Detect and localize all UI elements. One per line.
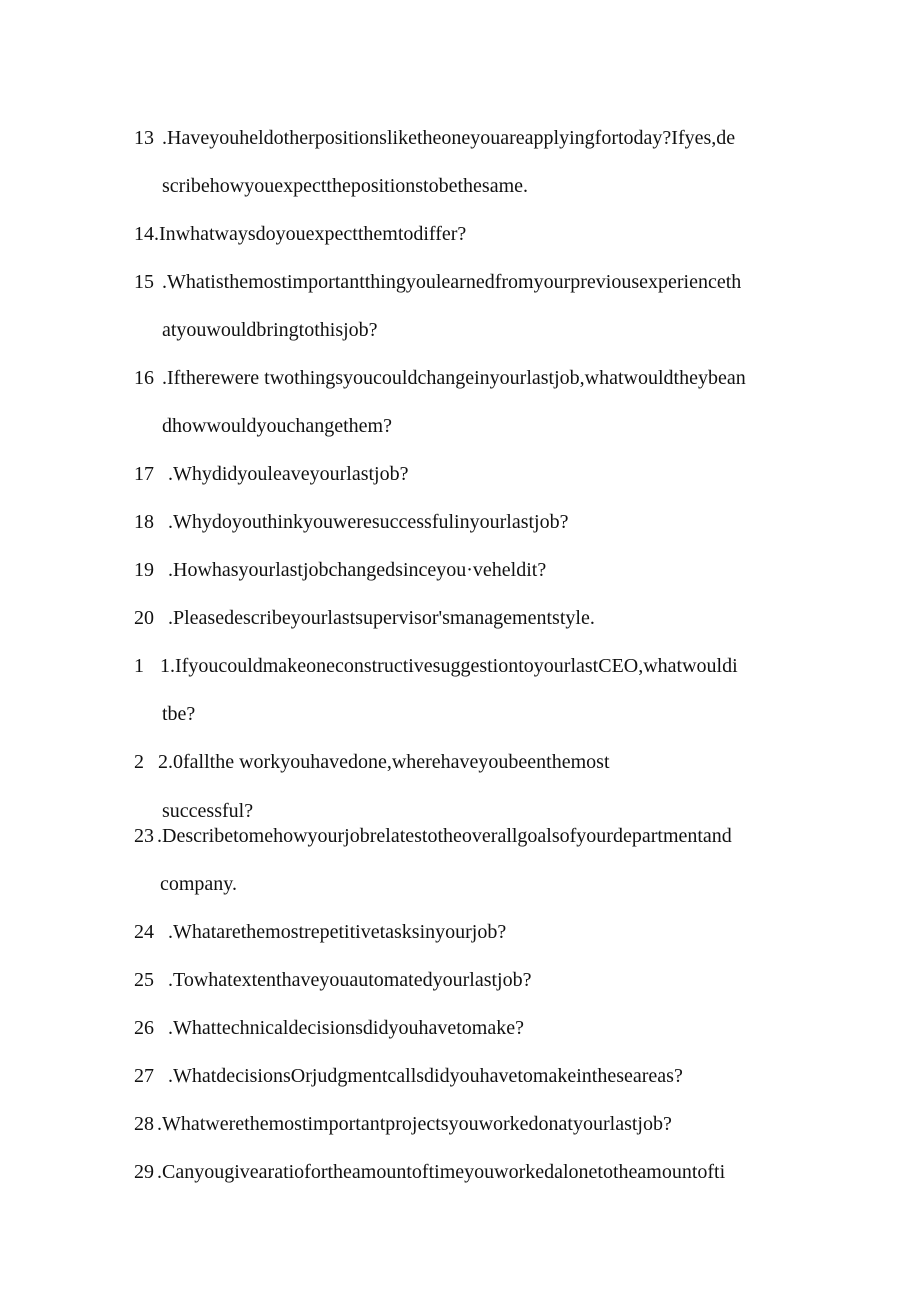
question-number: 26: [134, 1017, 154, 1039]
question-20: [134, 606, 595, 630]
question-24: [134, 920, 506, 944]
question-number: 1: [134, 655, 144, 677]
question-number: 16: [134, 367, 154, 389]
question-19: [134, 558, 546, 582]
question-text: .Iftherewere twothingsyoucouldchangeinyourlastjob,whatwouldtheybean: [162, 367, 746, 389]
question-number: 28: [134, 1113, 154, 1135]
question-text: .Pleasedescribeyourlastsupervisor'smanagementstyle.: [168, 607, 595, 629]
question-22-continuation: successful?: [162, 800, 254, 822]
question-27: [134, 1064, 683, 1088]
question-text: .Inwhatwaysdoyouexpectthemtodiffer?: [154, 223, 467, 245]
question-number: 20: [134, 607, 154, 629]
question-number: 19: [134, 559, 154, 581]
question-21: [134, 654, 738, 678]
question-text: .Whydidyouleaveyourlastjob?: [168, 463, 409, 485]
question-16-continuation: dhowwouldyouchangethem?: [162, 415, 392, 437]
question-text: .Whatwerethemostimportantprojectsyouworkedonatyourlastjob?: [157, 1113, 672, 1135]
question-text: .Whydoyouthinkyouweresuccessfulinyourlastjob?: [168, 511, 569, 533]
question-text: .Towhatextenthaveyouautomatedyourlastjob?: [168, 969, 532, 991]
question-14: [134, 222, 466, 246]
question-number: 13: [134, 127, 154, 149]
question-21-continuation: tbe?: [162, 703, 196, 725]
question-number: 23: [134, 825, 154, 847]
question-text: .Whatarethemostrepetitivetasksinyourjob?: [168, 921, 507, 943]
question-number: 27: [134, 1065, 154, 1087]
question-text: 2.0fallthe workyouhavedone,wherehaveyoubeenthemost: [158, 751, 610, 773]
question-number: 2: [134, 751, 144, 773]
question-number: 25: [134, 969, 154, 991]
question-15-continuation: atyouwouldbringtothisjob?: [162, 319, 378, 341]
question-26: [134, 1016, 524, 1040]
question-number: 17: [134, 463, 154, 485]
question-25: [134, 968, 532, 992]
question-text: .Canyougivearatiofortheamountoftimeyouworkedalonetotheamountofti: [157, 1161, 726, 1183]
question-number: 15: [134, 271, 154, 293]
question-18: [134, 510, 568, 534]
question-number: 24: [134, 921, 154, 943]
question-number: 18: [134, 511, 154, 533]
question-text: .Howhasyourlastjobchangedsinceyou·veheldit?: [168, 559, 547, 581]
question-text: .WhatdecisionsOrjudgmentcallsdidyouhavetomakeintheseareas?: [168, 1065, 683, 1087]
question-number: 29: [134, 1161, 154, 1183]
question-text: .Whatisthemostimportantthingyoulearnedfromyourpreviousexperienceth: [162, 271, 742, 293]
question-13-continuation: scribehowyouexpectthepositionstobethesame.: [162, 175, 529, 197]
question-text: .Describetomehowyourjobrelatestotheoverallgoalsofyourdepartmentand: [157, 825, 732, 847]
question-28: [134, 1112, 672, 1136]
question-22: [134, 750, 610, 774]
question-13: [134, 126, 735, 150]
question-text: .Whattechnicaldecisionsdidyouhavetomake?: [168, 1017, 524, 1039]
question-text: .Haveyouheldotherpositionsliketheoneyouareapplyingfortoday?Ifyes,de: [162, 127, 736, 149]
question-23: [134, 824, 732, 848]
question-29: [134, 1160, 725, 1184]
question-text: 1.IfyoucouldmakeoneconstructivesuggestiontoyourlastCEO,whatwouldi: [160, 655, 738, 677]
question-23-continuation: company.: [160, 873, 238, 895]
question-number: 14: [134, 223, 154, 245]
question-16: [134, 366, 746, 390]
question-15: [134, 270, 741, 294]
question-17: [134, 462, 409, 486]
